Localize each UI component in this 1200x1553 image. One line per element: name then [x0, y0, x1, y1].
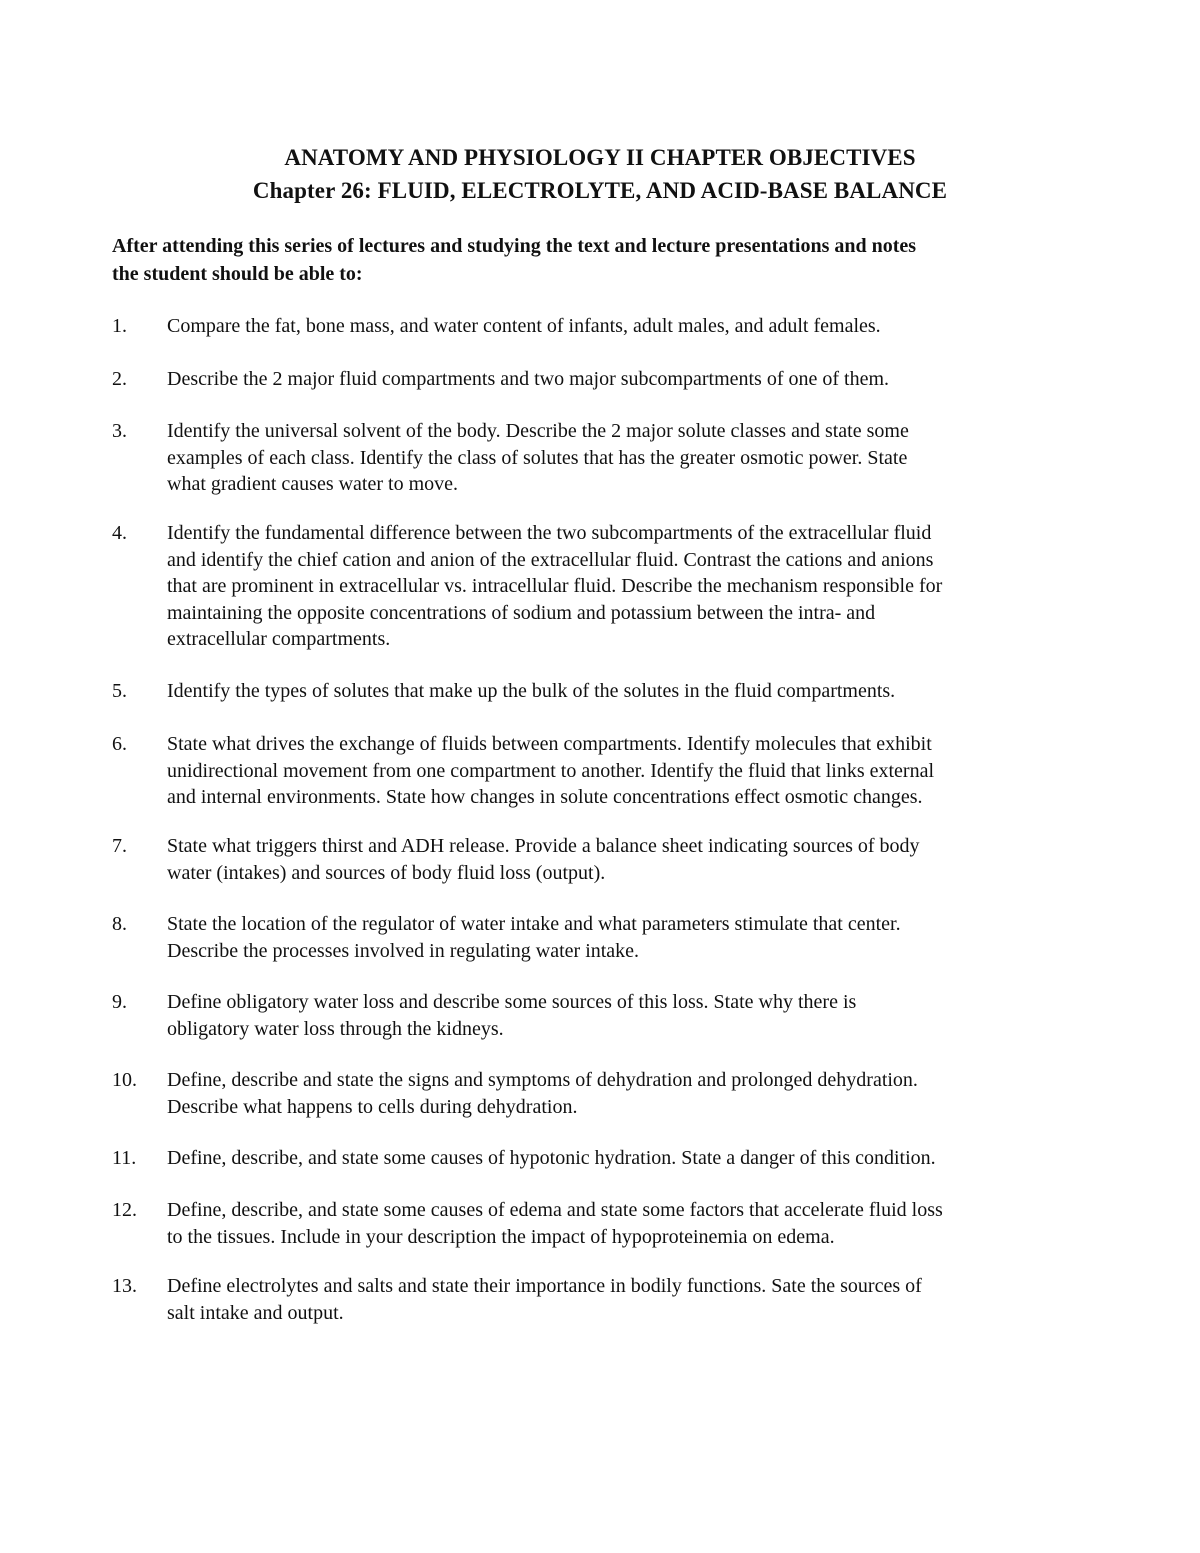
objective-line: and internal environments. State how changes in solute concentrations effect osmotic changes. — [167, 786, 923, 808]
objective-line: Identify the types of solutes that make up the bulk of the solutes in the fluid compartments. — [167, 680, 896, 702]
objective-line: Describe what happens to cells during dehydration. — [167, 1095, 578, 1118]
chapter-subtitle: Chapter 26: FLUID, ELECTROLYTE, AND ACID-BASE BALANCE — [252, 178, 948, 203]
document-title: ANATOMY AND PHYSIOLOGY II CHAPTER OBJECTIVES — [284, 145, 916, 170]
objective-number: 6. — [112, 733, 127, 755]
objective-text — [167, 1145, 1092, 1172]
objective-number: 4. — [112, 522, 127, 544]
objective-text — [167, 313, 1092, 340]
objective-line: and identify the chief cation and anion of the extracellular fluid. Contrast the cations and anions — [167, 548, 934, 571]
objective-line: unidirectional movement from one compartment to another. Identify the fluid that links external — [167, 759, 935, 782]
objective-number: 5. — [112, 680, 127, 702]
objective-line: Identify the universal solvent of the body. Describe the 2 major solute classes and state some — [167, 420, 909, 442]
objective-number: 1. — [112, 315, 127, 337]
objective-number: 2. — [112, 368, 127, 390]
objective-line: what gradient causes water to move. — [167, 473, 459, 495]
objective-number: 11. — [112, 1147, 137, 1169]
objective-line: water (intakes) and sources of body fluid loss (output). — [167, 861, 606, 884]
intro-paragraph — [112, 232, 1102, 288]
objective-line: maintaining the opposite concentrations of sodium and potassium between the intra- and — [167, 601, 876, 624]
objective-text — [167, 418, 1092, 498]
objective-text — [167, 366, 1092, 393]
objective-number: 10. — [112, 1069, 137, 1091]
objective-line: examples of each class. Identify the class of solutes that has the greater osmotic power. State — [167, 446, 908, 469]
objective-line: Define obligatory water loss and describe some sources of this loss. State why there is — [167, 991, 857, 1013]
intro-line: the student should be able to: — [112, 263, 363, 285]
objective-line: Describe the processes involved in regulating water intake. — [167, 939, 640, 962]
objective-line: that are prominent in extracellular vs. intracellular fluid. Describe the mechanism responsible for — [167, 575, 943, 597]
objective-number: 9. — [112, 991, 127, 1013]
objective-number: 13. — [112, 1275, 137, 1297]
objective-line: Define electrolytes and salts and state their importance in bodily functions. Sate the sources of — [167, 1275, 922, 1297]
objective-line: Define, describe and state the signs and symptoms of dehydration and prolonged dehydration. — [167, 1069, 918, 1091]
objective-text — [167, 520, 1092, 653]
objective-number: 7. — [112, 835, 127, 857]
objective-text — [167, 1067, 1092, 1120]
objective-line: to the tissues. Include in your description the impact of hypoproteinemia on edema. — [167, 1225, 835, 1248]
objective-line: Define, describe, and state some causes of hypotonic hydration. State a danger of this condition. — [167, 1147, 936, 1169]
objective-text — [167, 678, 1092, 705]
objective-line: Define, describe, and state some causes of edema and state some factors that accelerate fluid loss — [167, 1199, 943, 1221]
objective-text — [167, 833, 1092, 886]
objective-number: 3. — [112, 420, 127, 442]
objective-number: 8. — [112, 913, 127, 935]
objective-text — [167, 1273, 1092, 1326]
objective-text — [167, 911, 1092, 964]
objective-line: extracellular compartments. — [167, 628, 391, 650]
objective-line: State the location of the regulator of water intake and what parameters stimulate that center. — [167, 913, 901, 935]
objective-text — [167, 1197, 1092, 1250]
objective-text — [167, 731, 1092, 811]
objective-line: State what drives the exchange of fluids between compartments. Identify molecules that exhibit — [167, 733, 932, 755]
objective-line: salt intake and output. — [167, 1301, 344, 1324]
objective-number: 12. — [112, 1199, 137, 1221]
objective-text — [167, 989, 1092, 1042]
objective-line: obligatory water loss through the kidneys. — [167, 1017, 504, 1040]
objective-line: State what triggers thirst and ADH release. Provide a balance sheet indicating sources of body — [167, 835, 920, 857]
intro-line: After attending this series of lectures and studying the text and lecture presentations and notes — [112, 235, 917, 257]
objective-line: Describe the 2 major fluid compartments and two major subcompartments of one of them. — [167, 368, 890, 390]
objective-line: Identify the fundamental difference between the two subcompartments of the extracellular fluid — [167, 522, 932, 544]
objective-line: Compare the fat, bone mass, and water content of infants, adult males, and adult females. — [167, 315, 881, 337]
